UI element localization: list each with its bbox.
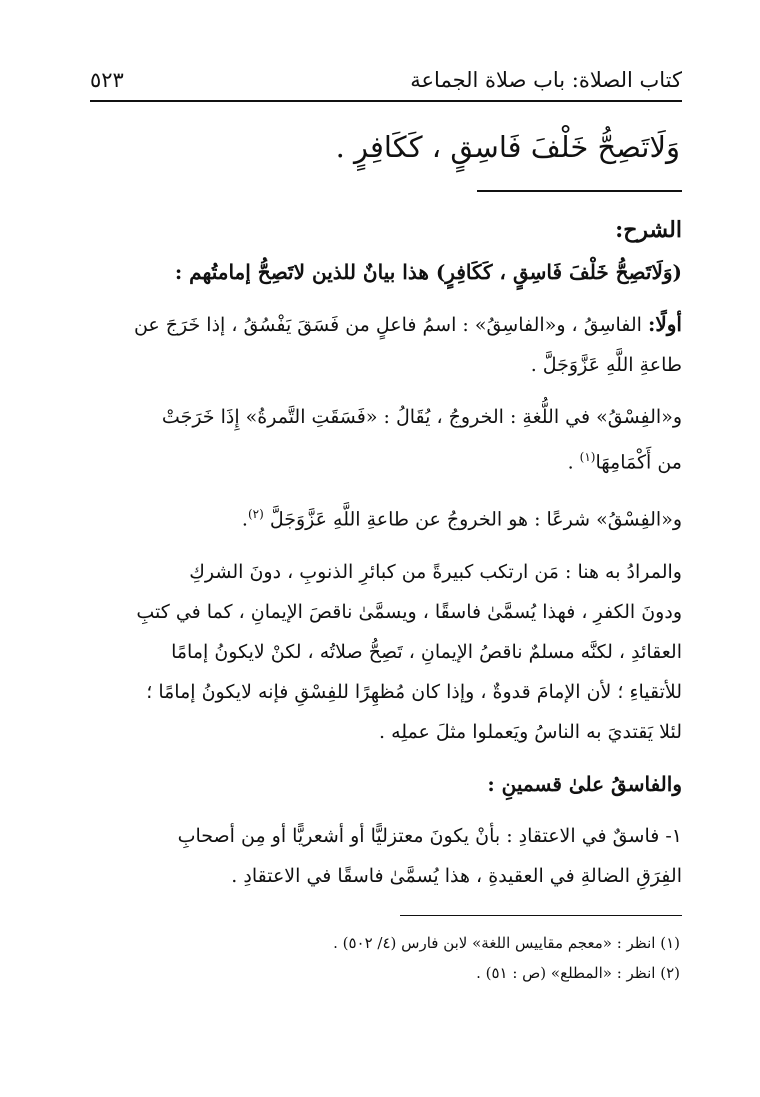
commentary-intro: (وَلَاتَصِحُّ خَلْفَ فَاسِقٍ ، كَكَافِرٍ) هذا بيانٌ للذين لاتَصِحُّ إمامتُهم : [174,260,682,284]
paragraph-fisq-shar [82,494,682,539]
paragraph-meaning-line-1: والمرادُ به هنا : مَن ارتكب كبيرةً من كبائرِ الذنوبِ ، دونَ الشركِ [189,560,682,583]
running-header [90,62,682,98]
paragraph-fasiq-line-2: طاعةِ اللَّهِ عَزَّوَجَلَّ . [530,354,682,376]
spacer [82,385,682,397]
paragraph-text: من أَكْمَامِهَا [595,451,682,474]
paragraph-text: الفاسِقُ ، و«الفاسِقُ» : اسمُ فاعلٍ من فَسَقَ يَفْسُقُ ، إذا خَرَجَ عن [133,314,642,336]
spacer [82,292,682,304]
book-section-title: كتاب الصلاة: باب صلاة الجماعة [410,68,682,92]
sharh-heading: الشرح: [615,217,682,243]
footnotes [80,928,680,988]
spacer [82,482,682,494]
page-number: ٥٢٣ [90,68,124,92]
matn-rule [477,190,682,192]
type-one-line-2: الفِرَقِ الضالةِ في العقيدةِ ، هذا يُسمَّىٰ فاسقًا في الاعتقادِ . [231,864,682,887]
paragraph-fisq-lang-line-2 [82,437,682,482]
subheading-two-types: والفاسقُ علىٰ قسمينِ : [487,771,682,796]
paragraph-meaning-line-2: ودونَ الكفرِ ، فهذا يُسمَّىٰ فاسقًا ، ويسمَّىٰ ناقصَ الإيمانِ ، كما في كتبِ [136,600,682,623]
paragraph-meaning-line-3: العقائدِ ، لكنَّه مسلمٌ ناقصُ الإيمانِ ، تَصِحُّ صلاتُه ، لكنْ لايكونُ إمامًا [171,640,682,663]
spacer [82,804,682,816]
paragraph-meaning-line-5: لئلا يَقتديَ به الناسُ ويَعملوا مثلَ عملِه . [378,720,682,743]
footnote-1: (١) انظر : «معجم مقاييس اللغة» لابن فارس (٤/ ٥٠٢) . [333,934,680,952]
spacer [82,540,682,552]
header-rule [90,100,682,102]
spacer [82,752,682,764]
footnote-marker-1: (١) [579,450,596,464]
footnote-2: (٢) انظر : «المطلع» (ص : ٥١) . [476,964,680,982]
paragraph-end: . [241,508,248,531]
paragraph-meaning-line-4: للأتقياءِ ؛ لأن الإمامَ قدوةٌ ، وإذا كان مُظهِرًا للفِسْقِ فإنه لايكونُ إمامًا ؛ [146,680,682,703]
commentary-body [82,210,682,896]
paragraph-fisq-lang-line-1: و«الفِسْقُ» في اللُّغةِ : الخروجُ ، يُقَالُ : «فَسَقَتِ التَّمرةُ» إِذَا خَرَجَتْ [161,406,682,428]
footnote-marker-2: (٢) [247,507,264,522]
paragraph-end: . [567,451,580,474]
paragraph-text: و«الفِسْقُ» شرعًا : هو الخروجُ عن طاعةِ اللَّهِ عَزَّوَجَلَّ [269,508,682,531]
point-one-label: أولًا: [647,312,682,336]
paragraph-fasiq-line-1 [82,304,682,345]
type-one-line-1: ١- فاسقٌ في الاعتقادِ : بأنْ يكونَ معتزليًّا أو أشعريًّا أو مِن أصحابِ [177,824,682,847]
footnote-rule [400,915,682,916]
matn-text: وَلَاتَصِحُّ خَلْفَ فَاسِقٍ ، كَكَافِرٍ . [335,130,680,164]
